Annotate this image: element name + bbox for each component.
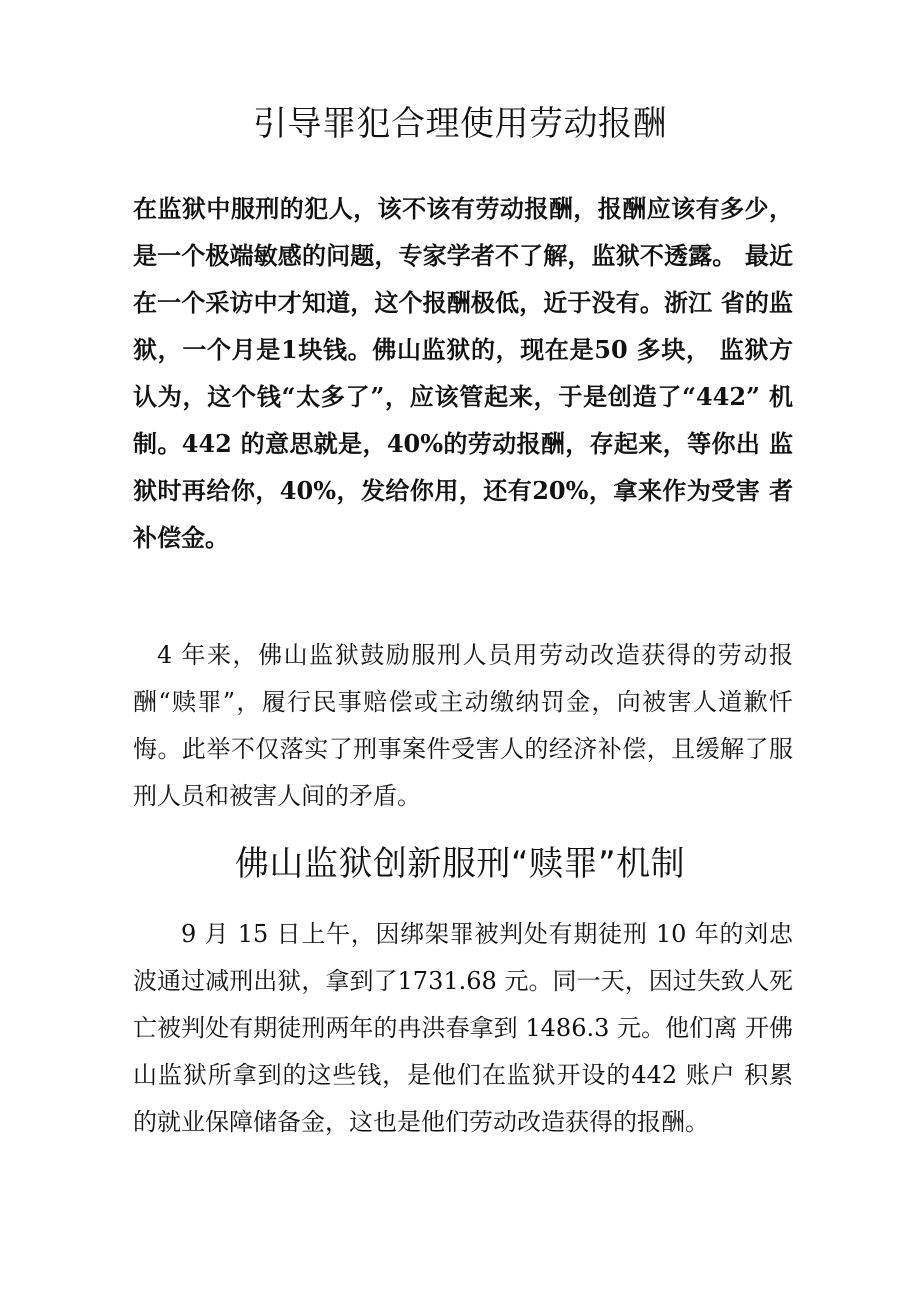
body-paragraph-1: 4 年来，佛山监狱鼓励服刑人员用劳动改造获得的劳动报酬“赎罪”，履行民事赔偿或主动缴纳罚金，向被害人道歉忏悔。此举不仅落实了刑事案件受害人的经济补偿，且缓解了服刑人员和被害人间的矛盾。 (133, 641, 793, 810)
page-title: 引导罪犯合理使用劳动报酬 (253, 104, 667, 144)
intro-paragraph: 在监狱中服刑的犯人，该不该有劳动报酬，报酬应该有多少，是一个极端敏感的问题，专家学者不了解，监狱不透露。 最近在一个采访中才知道，这个报酬极低，近于没有。浙江 省的监狱，一个月是1块钱。佛山监狱的，现在是50 多块， 监狱方认为，这个钱“太多了”，应该管起来，于是创造了“442” 机制。442 的意思就是，40%的劳动报酬，存起来，等你出 监狱时再给你，40%，发给你用，还有20%，拿来作为受害 者补偿金。 (133, 194, 793, 552)
section-title: 佛山监狱创新服刑“赎罪”机制 (234, 844, 686, 884)
body-paragraph-2: 9 月 15 日上午，因绑架罪被判处有期徒刑 10 年的刘忠波通过减刑出狱，拿到了1731.68 元。同一天，因过失致人死亡被判处有期徒刑两年的冉洪春拿到 1486.3 元。他们离 开佛山监狱所拿到的这些钱，是他们在监狱开设的442 账户 积累的就业保障储备金，这也是他们劳动改造获得的报酬。 (133, 920, 793, 1136)
